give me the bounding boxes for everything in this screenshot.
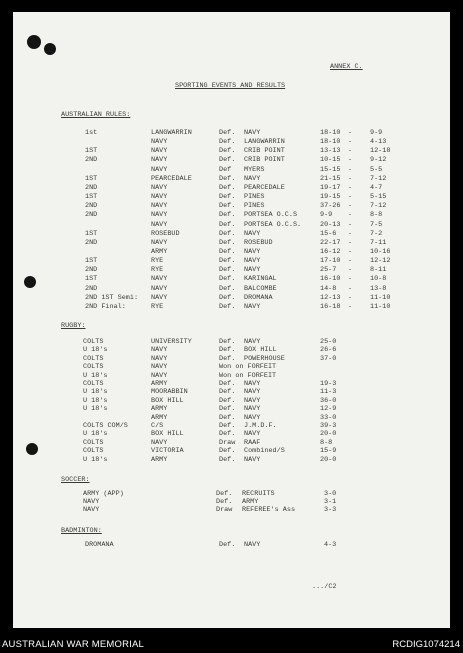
result-cell-s2: 8-8 [370,211,383,220]
result-cell-c: Def. [219,229,236,238]
result-cell-d: RECRUITS [242,490,275,498]
archive-name: AUSTRALIAN WAR MEMORIAL [2,639,145,650]
result-cell-s1: 9-9 [320,211,333,220]
result-cell-d: PINES [244,193,265,202]
result-cell-a: COLTS [83,338,104,346]
result-cell-c: Def. [219,257,236,266]
result-cell-s1: 33-0 [320,413,337,422]
result-cell-s1: 10-15 [320,156,341,165]
result-cell-a: 1st [85,129,98,137]
result-cell-a: ARMY (APP) [83,490,124,498]
result-cell-s1: 8-8 [320,438,333,447]
result-cell-dash: - [348,257,353,266]
result-cell-s2: 7-11 [370,238,387,247]
punch-hole-middle [24,276,36,288]
section-heading: SOCCER: [61,476,90,484]
result-cell-d: NAVY [244,396,261,405]
result-cell-c: Def. [219,430,236,439]
result-cell-s2: 8-11 [370,266,387,275]
result-cell-d: POWERHOUSE [244,354,285,363]
document-page [13,12,450,628]
result-cell-dash: - [348,238,353,247]
result-cell-b: ARMY [151,247,168,256]
result-cell-a: 1ST [85,257,98,266]
result-cell-dash: - [348,147,353,156]
result-cell-c: Won on FORFEIT [219,371,277,380]
result-cell-dash: - [348,220,353,229]
result-cell-s1: 16-18 [320,302,341,311]
result-cell-b: RYE [151,257,164,266]
result-cell-s1: 19-15 [320,193,341,202]
result-cell-b: NAVY [151,371,168,380]
result-cell-c: Def. [219,338,236,346]
result-cell-dash: - [348,183,353,192]
result-cell-b: NAVY [151,147,168,156]
result-cell-b: ARMY [151,455,168,464]
result-cell-s2: 10-16 [370,247,391,256]
result-cell-d: NAVY [244,229,261,238]
result-cell-c: Def. [219,346,236,355]
result-cell-d: NAVY [244,129,261,137]
result-cell-c: Def. [219,302,236,311]
result-cell-s1: 26-6 [320,346,337,355]
result-cell-dash: - [348,284,353,293]
result-cell-s1: 3-1 [324,498,337,506]
result-cell-c: Def. [219,405,236,414]
result-cell-d: NAVY [244,338,261,346]
result-cell-a: U 18's [83,371,108,380]
result-cell-s2: 11-10 [370,302,391,311]
result-cell-s2: 10-8 [370,275,387,284]
result-cell-c: Draw [219,438,236,447]
punch-hole-top [27,35,41,49]
result-cell-b: NAVY [151,138,168,147]
result-cell-d: NAVY [244,541,261,549]
result-cell-b: NAVY [151,165,168,174]
result-cell-c: Def. [219,422,236,430]
result-cell-s1: 12-9 [320,405,337,414]
result-cell-a: NAVY [83,506,100,514]
result-cell-c: Def. [219,202,236,211]
result-cell-c: Def. [219,284,236,293]
result-cell-b: ARMY [151,380,168,388]
result-cell-d: PORTSEA O.C.S. [244,220,302,229]
result-cell-a: 2ND Final: [85,302,126,311]
result-cell-c: Def. [219,247,236,256]
result-cell-c: Def. [219,275,236,284]
result-cell-d: BALCOMBE [244,284,277,293]
result-cell-c: Def. [219,541,236,549]
annex-label: ANNEX C. [330,63,363,71]
result-cell-a: 1ST [85,147,98,156]
result-cell-s1: 36-0 [320,396,337,405]
result-cell-c: Def. [219,447,236,456]
result-cell-dash: - [348,211,353,220]
result-cell-a: 2ND [85,156,98,165]
result-cell-s2: 12-12 [370,257,391,266]
result-cell-a: 2ND [85,266,98,275]
result-cell-c: Def. [219,156,236,165]
result-cell-b: ARMY [151,413,168,422]
result-cell-a: 2ND 1ST Semi: [85,293,139,302]
result-cell-d: DROMANA [244,293,273,302]
result-cell-s2: 7-12 [370,202,387,211]
result-cell-dash: - [348,302,353,311]
result-cell-b: ARMY [151,405,168,414]
result-cell-c: Def. [219,220,236,229]
result-cell-dash: - [348,129,353,137]
result-cell-d: Combined/S [244,447,285,456]
result-cell-dash: - [348,156,353,165]
page-continuation: .../C2 [312,583,337,591]
result-cell-b: NAVY [151,346,168,355]
result-cell-b: VICTORIA [151,447,184,456]
result-cell-s1: 4-3 [324,541,337,549]
result-cell-b: LANGWARRIN [151,129,192,137]
result-cell-b: NAVY [151,202,168,211]
result-cell-a: U 18's [83,396,108,405]
result-cell-s2: 12-18 [370,147,391,156]
result-cell-c: Def. [219,388,236,397]
section-heading: AUSTRALIAN RULES: [61,111,131,119]
result-cell-a: U 18's [83,346,108,355]
result-cell-s2: 5-15 [370,193,387,202]
result-cell-s1: 21-15 [320,174,341,183]
result-cell-b: C/S [151,422,164,430]
result-cell-c: Def. [219,129,236,137]
result-cell-c: Def. [216,498,233,506]
result-cell-dash: - [348,193,353,202]
result-cell-b: RYE [151,302,164,311]
result-cell-b: NAVY [151,363,168,372]
result-cell-s1: 3-0 [324,490,337,498]
result-cell-a: U 18's [83,455,108,464]
result-cell-d: REFEREE's Ass [242,506,296,514]
result-cell-c: Def. [216,490,233,498]
item-id: RCDIG1074214 [392,639,460,650]
result-cell-a: COLTS [83,363,104,372]
result-cell-b: NAVY [151,284,168,293]
result-cell-a: 2ND [85,202,98,211]
result-cell-c: Def. [219,354,236,363]
result-cell-c: Def. [219,174,236,183]
result-cell-a: 2ND [85,183,98,192]
result-cell-a: COLTS [83,380,104,388]
result-cell-c: Def. [219,238,236,247]
result-cell-s2: 4-7 [370,183,383,192]
document-title: SPORTING EVENTS AND RESULTS [175,82,286,90]
result-cell-b: RYE [151,266,164,275]
result-cell-d: PEARCEDALE [244,183,285,192]
result-cell-s1: 14-8 [320,284,337,293]
result-cell-d: RAAF [244,438,261,447]
result-cell-s2: 7-12 [370,174,387,183]
result-cell-a: U 18's [83,405,108,414]
result-cell-s1: 37-0 [320,354,337,363]
result-cell-a: U 18's [83,430,108,439]
result-cell-a: U 18's [83,388,108,397]
result-cell-d: NAVY [244,257,261,266]
result-cell-d: NAVY [244,413,261,422]
result-cell-s2: 7-5 [370,220,383,229]
result-cell-b: UNIVERSITY [151,338,192,346]
result-cell-s1: 20-0 [320,455,337,464]
result-cell-a: COLTS [83,438,104,447]
result-cell-b: NAVY [151,275,168,284]
result-cell-s1: 15-9 [320,447,337,456]
result-cell-c: Def. [219,193,236,202]
result-cell-d: PORTSEA O.C.S [244,211,298,220]
result-cell-dash: - [348,165,353,174]
result-cell-d: NAVY [244,430,261,439]
result-cell-c: Def. [219,266,236,275]
result-cell-dash: - [348,266,353,275]
result-cell-s2: 5-5 [370,165,383,174]
result-cell-d: ROSEBUD [244,238,273,247]
result-cell-d: NAVY [244,302,261,311]
result-cell-s1: 3-3 [324,506,337,514]
result-cell-b: NAVY [151,156,168,165]
result-cell-s1: 25-7 [320,266,337,275]
result-cell-s1: 20-13 [320,220,341,229]
result-cell-s1: 20-0 [320,430,337,439]
result-cell-dash: - [348,229,353,238]
result-cell-s1: 19-17 [320,183,341,192]
result-cell-s2: 9-9 [370,129,383,137]
punch-hole-top-second [44,43,56,55]
result-cell-s1: 19-3 [320,380,337,388]
result-cell-b: MOORABBIN [151,388,188,397]
result-cell-d: NAVY [244,266,261,275]
result-cell-a: 1ST [85,275,98,284]
result-cell-c: Def. [219,293,236,302]
result-cell-b: NAVY [151,438,168,447]
result-cell-a: 2ND [85,284,98,293]
result-cell-c: Def. [219,147,236,156]
result-cell-s1: 13-13 [320,147,341,156]
result-cell-s2: 9-12 [370,156,387,165]
result-cell-b: BOX HILL [151,396,184,405]
result-cell-b: NAVY [151,193,168,202]
result-cell-s1: 39-3 [320,422,337,430]
result-cell-dash: - [348,138,353,147]
result-cell-c: Def. [219,413,236,422]
result-cell-a: COLTS [83,354,104,363]
result-cell-s2: 4-13 [370,138,387,147]
result-cell-dash: - [348,275,353,284]
section-heading: RUGBY: [61,322,86,330]
result-cell-s1: 11-3 [320,388,337,397]
result-cell-d: J.M.D.F. [244,422,277,430]
result-cell-d: ARMY [242,498,259,506]
result-cell-d: LANGWARRIN [244,138,285,147]
result-cell-a: 2ND [85,211,98,220]
result-cell-a: 1ST [85,174,98,183]
result-cell-b: NAVY [151,183,168,192]
result-cell-dash: - [348,174,353,183]
result-cell-b: NAVY [151,238,168,247]
result-cell-d: NAVY [244,405,261,414]
result-cell-d: BOX HILL [244,346,277,355]
result-cell-s1: 15-6 [320,229,337,238]
result-cell-c: Def. [219,396,236,405]
result-cell-a: COLTS COM/S [83,422,128,430]
result-cell-d: PINES [244,202,265,211]
result-cell-b: PEARCEDALE [151,174,192,183]
result-cell-d: NAVY [244,380,261,388]
punch-hole-lower [26,443,38,455]
result-cell-a: 2ND [85,238,98,247]
result-cell-a: 1ST [85,193,98,202]
result-cell-d: NAVY [244,388,261,397]
result-cell-d: NAVY [244,247,261,256]
result-cell-c: Def. [219,455,236,464]
result-cell-b: ROSEBUD [151,229,180,238]
result-cell-b: BOX HILL [151,430,184,439]
result-cell-dash: - [348,293,353,302]
result-cell-c: Def. [219,211,236,220]
result-cell-d: NAVY [244,455,261,464]
result-cell-d: MYERS [244,165,265,174]
result-cell-c: Def. [219,380,236,388]
result-cell-s1: 37-26 [320,202,341,211]
result-cell-s2: 13-8 [370,284,387,293]
result-cell-s2: 11-10 [370,293,391,302]
result-cell-a: COLTS [83,447,104,456]
result-cell-c: Draw [216,506,233,514]
result-cell-b: NAVY [151,211,168,220]
archive-footer [0,636,463,653]
result-cell-s1: 18-10 [320,138,341,147]
result-cell-a: NAVY [83,498,100,506]
result-cell-s2: 7-2 [370,229,383,238]
result-cell-a: DROMANA [85,541,114,549]
result-cell-c: Def [219,165,232,174]
result-cell-b: NAVY [151,354,168,363]
result-cell-a: 1ST [85,229,98,238]
result-cell-s1: 22-17 [320,238,341,247]
result-cell-c: Def. [219,183,236,192]
result-cell-d: NAVY [244,174,261,183]
section-heading: BADMINTON: [61,527,102,535]
result-cell-s1: 16-12 [320,247,341,256]
result-cell-b: NAVY [151,220,168,229]
result-cell-s1: 15-15 [320,165,341,174]
result-cell-s1: 18-10 [320,129,341,137]
result-cell-dash: - [348,202,353,211]
result-cell-s1: 25-0 [320,338,337,346]
result-cell-s1: 12-13 [320,293,341,302]
result-cell-d: CRIB POINT [244,156,285,165]
result-cell-s1: 17-10 [320,257,341,266]
result-cell-c: Def. [219,138,236,147]
result-cell-dash: - [348,247,353,256]
result-cell-s1: 16-10 [320,275,341,284]
result-cell-d: CRIB POINT [244,147,285,156]
result-cell-d: KARINGAL [244,275,277,284]
result-cell-c: Won on FORFEIT [219,363,277,372]
result-cell-b: NAVY [151,293,168,302]
